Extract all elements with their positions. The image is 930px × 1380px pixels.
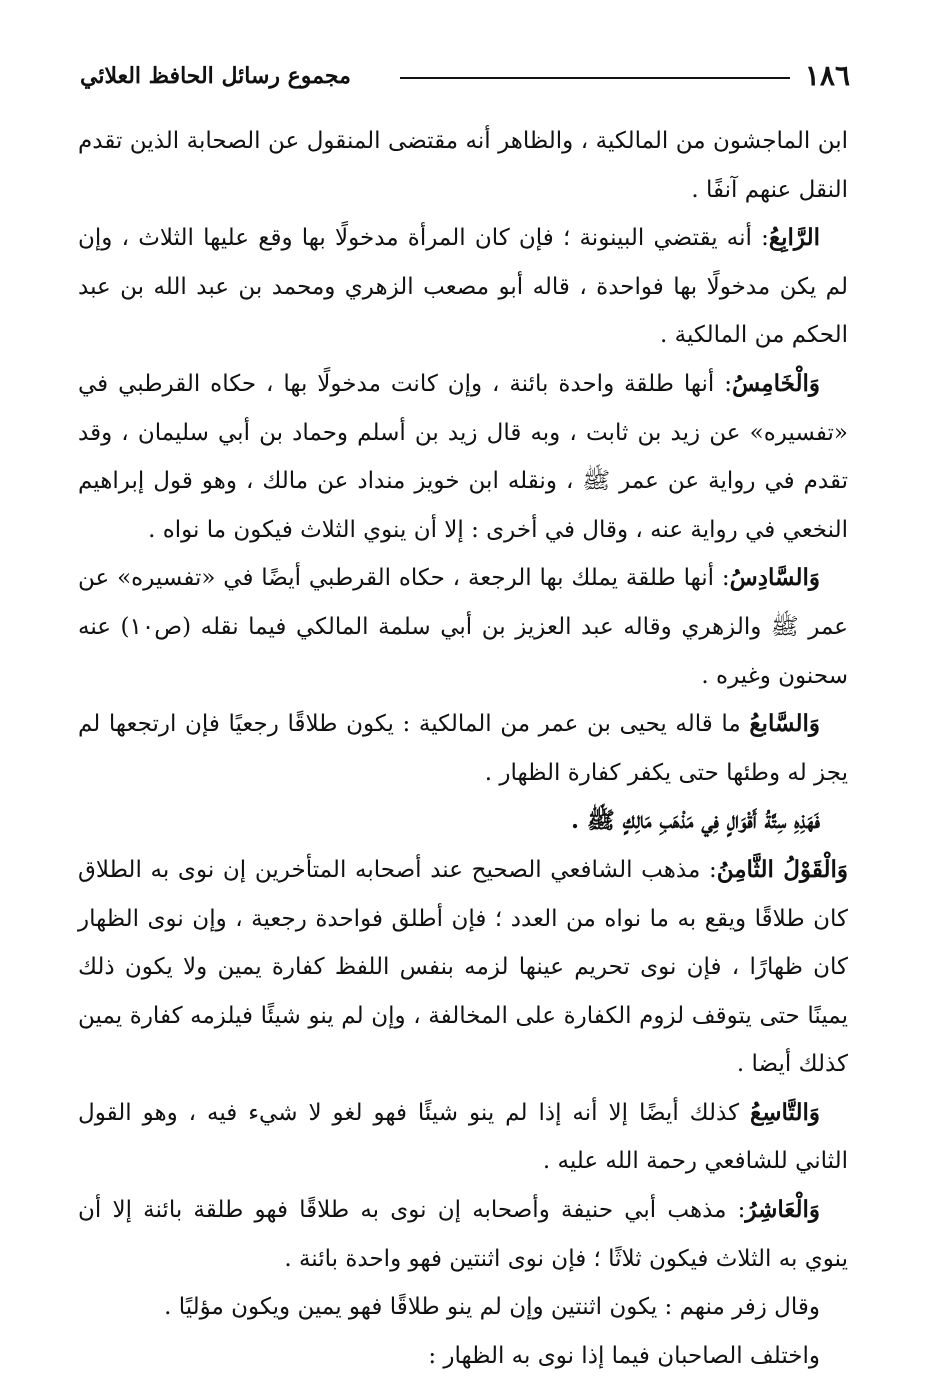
opinion-term: وَالسَّادِسُ bbox=[729, 564, 820, 592]
opinion-term: وَالْعَاشِرُ bbox=[745, 1196, 820, 1224]
page-number: ١٨٦ bbox=[804, 59, 850, 92]
header-rule bbox=[400, 77, 790, 79]
paragraph-sahiban bbox=[78, 1332, 848, 1380]
body-text bbox=[78, 117, 848, 1380]
paragraph-opinion-8 bbox=[78, 846, 848, 1089]
paragraph-text: ما قاله يحيى بن عمر من المالكية : يكون طلاقًا رجعيًا فإن ارتجعها لم يجز له وطئها حتى يكفر كفارة الظهار . bbox=[78, 711, 848, 786]
summary-text: فَهَذِهِ سِتَّةُ أَقْوَالٍ فِي مَذْهَبِ مَالِكٍ ﷺ . bbox=[570, 807, 820, 835]
paragraph-text: كذلك أيضًا إلا أنه إذا لم ينو شيئًا فهو لغو لا شيء فيه ، وهو القول الثاني للشافعي رحمة الله عليه . bbox=[78, 1099, 848, 1175]
book-title: مجموع رسائل الحافظ العلائي bbox=[80, 63, 351, 89]
opinion-term: وَالسَّابعُ bbox=[749, 710, 820, 738]
paragraph-opinion-9 bbox=[78, 1089, 848, 1186]
paragraph-text: : مذهب الشافعي الصحيح عند أصحابه المتأخرين إن نوى به الطلاق كان طلاقًا ويقع به ما نواه من العدد ؛ فإن أطلق فواحدة رجعية ، وإن نوى الظهار كان ظهارًا ، فإن نوى تحريم عينها لزمه بنفس اللفظ كفارة يمين ولا يكون ذلك يمينًا حتى يتوقف لزوم الكفارة على المخالفة ، وإن لم ينو شيئًا فيلزمه كفارة يمين كذلك أيضا . bbox=[78, 856, 848, 1078]
paragraph-text: : أنها طلقة يملك بها الرجعة ، حكاه القرطبي أيضًا في «تفسيره» عن عمر ﷺ والزهري وقاله عبد العزيز بن أبي سلمة المالكي فيما نقله (ص١٠) عنه سحنون وغيره . bbox=[78, 565, 848, 689]
paragraph-text: واختلف الصاحبان فيما إذا نوى به الظهار : bbox=[428, 1342, 820, 1369]
paragraph-opinion-6 bbox=[78, 554, 848, 700]
paragraph-text: : مذهب أبي حنيفة وأصحابه إن نوى به طلاقًا فهو طلقة بائنة إلا أن ينوي به الثلاث فيكون ثلاثًا ؛ فإن نوى اثنتين فهو واحدة بائنة . bbox=[78, 1197, 848, 1272]
opinion-term: وَالْقَوْلُ الثَّامِنُ bbox=[716, 855, 848, 883]
opinion-term: وَالْخَامِسُ bbox=[731, 369, 820, 397]
paragraph-opinion-10 bbox=[78, 1186, 848, 1283]
paragraph-text: : أنه يقتضي البينونة ؛ فإن كان المرأة مدخولًا بها وقع عليها الثلاث ، وإن لم يكن مدخولًا بها فواحدة ، قاله أبو مصعب الزهري ومحمد بن عبد الله بن عبد الحكم من المالكية . bbox=[78, 225, 848, 349]
paragraph-text: : أنها طلقة واحدة بائنة ، وإن كانت مدخولًا بها ، حكاه القرطبي في «تفسيره» عن زيد بن ثابت ، وبه قال زيد بن أسلم وحماد بن أبي سليمان ، وقد تقدم في رواية عن عمر ﷺ ، ونقله ابن خويز منداد عن مالك ، وهو قول إبراهيم النخعي في رواية عنه ، وقال في أخرى : إلا أن ينوي الثلاث فيكون ما نواه . bbox=[78, 370, 848, 543]
summary-line bbox=[78, 797, 848, 846]
paragraph-zufar bbox=[78, 1283, 848, 1332]
opinion-term: الرَّابِعُ bbox=[768, 224, 820, 252]
paragraph-1 bbox=[78, 117, 848, 214]
paragraph-opinion-5 bbox=[78, 360, 848, 554]
paragraph-opinion-7 bbox=[78, 700, 848, 797]
running-header bbox=[80, 56, 850, 96]
paragraph-opinion-4 bbox=[78, 214, 848, 360]
paragraph-text: ابن الماجشون من المالكية ، والظاهر أنه مقتضى المنقول عن الصحابة الذين تقدم النقل عنهم آنفًا . bbox=[78, 128, 848, 203]
opinion-term: وَالتَّاسِعُ bbox=[750, 1098, 820, 1126]
paragraph-text: وقال زفر منهم : يكون اثنتين وإن لم ينو طلاقًا فهو يمين ويكون مؤليًا . bbox=[164, 1294, 820, 1321]
